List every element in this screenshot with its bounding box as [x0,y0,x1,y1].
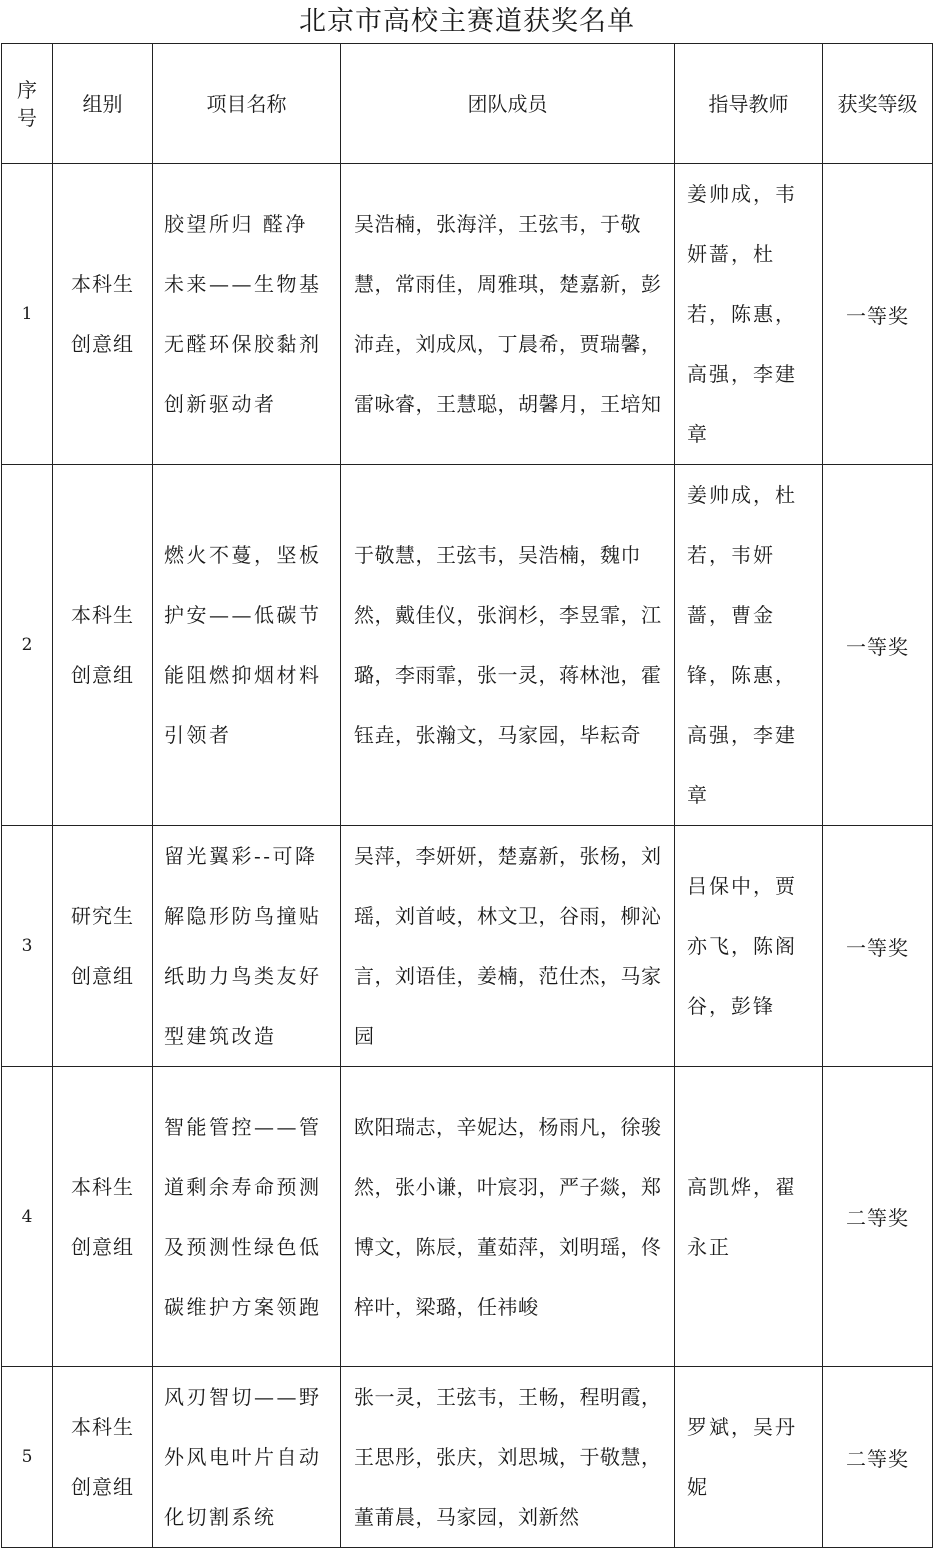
row-project: 胶望所归 醛净未来——生物基无醛环保胶黏剂创新驱动者 [153,164,341,465]
award-table [1,43,933,1548]
header-tutor: 指导教师 [675,44,823,164]
header-project: 项目名称 [153,44,341,164]
row-tutor: 罗斌，吴丹妮 [675,1367,823,1548]
table-row [2,826,933,1067]
row-award: 一等奖 [823,164,933,465]
row-project: 风刃智切——野外风电叶片自动化切割系统 [153,1367,341,1548]
row-group: 本科生创意组 [53,1067,153,1367]
row-award: 一等奖 [823,826,933,1067]
row-team: 吴萍，李妍妍，楚嘉新，张杨，刘瑶，刘首岐，林文卫，谷雨，柳沁言，刘语佳，姜楠，范仕杰，马家园 [341,826,675,1067]
table-row [2,1367,933,1548]
row-team: 吴浩楠，张海洋，王弦韦，于敬慧，常雨佳，周雅琪，楚嘉新，彭沛垚，刘成凤，丁晨希，贾瑞馨，雷咏睿，王慧聪，胡馨月，王培知 [341,164,675,465]
row-tutor: 吕保中，贾亦飞，陈阁谷，彭锋 [675,826,823,1067]
row-group: 本科生创意组 [53,164,153,465]
row-award: 二等奖 [823,1367,933,1548]
row-group: 本科生创意组 [53,465,153,826]
row-no: 4 [2,1067,53,1367]
row-no: 2 [2,465,53,826]
row-team: 于敬慧，王弦韦，吴浩楠，魏巾然，戴佳仪，张润杉，李昱霏，江璐，李雨霏，张一灵，蒋林池，霍钰垚，张瀚文，马家园，毕耘奇 [341,465,675,826]
row-project: 智能管控——管道剩余寿命预测及预测性绿色低碳维护方案领跑 [153,1067,341,1367]
table-header-row [2,44,933,164]
row-no: 5 [2,1367,53,1548]
header-team: 团队成员 [341,44,675,164]
row-no: 1 [2,164,53,465]
row-team: 欧阳瑞志，辛妮达，杨雨凡，徐骏然，张小谦，叶宸羽，严子燚，郑博文，陈辰，董茹萍，刘明瑶，佟梓叶，梁璐，任祎峻 [341,1067,675,1367]
table-row [2,1067,933,1367]
page-title: 北京市高校主赛道获奖名单 [299,6,635,37]
header-group: 组别 [53,44,153,164]
row-group: 研究生创意组 [53,826,153,1067]
row-project: 燃火不蔓，坚板护安——低碳节能阻燃抑烟材料引领者 [153,465,341,826]
table-row [2,465,933,826]
row-no: 3 [2,826,53,1067]
row-tutor: 姜帅成，韦妍蔷，杜若，陈惠，高强，李建章 [675,164,823,465]
row-group: 本科生创意组 [53,1367,153,1548]
row-award: 二等奖 [823,1067,933,1367]
row-project: 留光翼彩--可降解隐形防鸟撞贴纸助力鸟类友好型建筑改造 [153,826,341,1067]
row-award: 一等奖 [823,465,933,826]
table-row [2,164,933,465]
row-tutor: 高凯烨，翟永正 [675,1067,823,1367]
header-no: 序号 [2,44,53,164]
row-tutor: 姜帅成，杜若，韦妍蔷，曹金锋，陈惠，高强，李建章 [675,465,823,826]
header-award: 获奖等级 [823,44,933,164]
row-team: 张一灵，王弦韦，王畅，程明霞，王思彤，张庆，刘思城，于敬慧，董莆晨，马家园，刘新然 [341,1367,675,1548]
